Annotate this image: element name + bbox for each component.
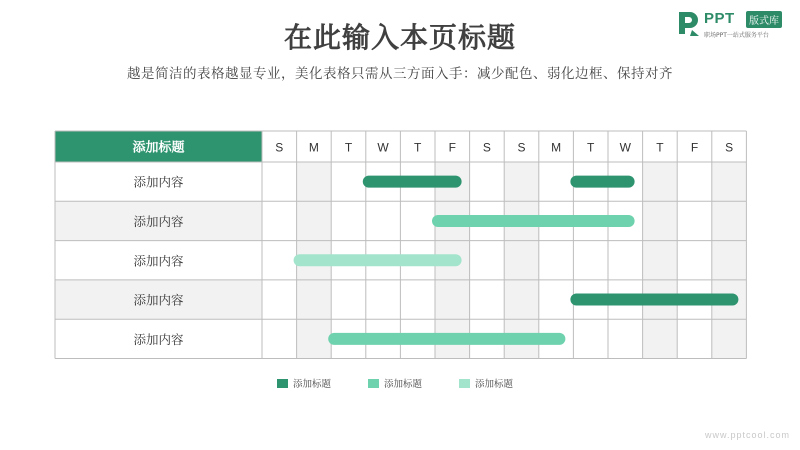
row-label: 添加内容 — [133, 213, 184, 229]
legend-label: 添加标题 — [384, 379, 423, 390]
day-tick-label: T — [344, 140, 353, 155]
day-tick-label: S — [725, 140, 734, 155]
shaded-day-column — [643, 162, 678, 359]
legend-swatch — [277, 379, 288, 388]
legend-item — [277, 376, 331, 390]
watermark: www.pptcool.com — [704, 430, 790, 440]
day-tick-label: T — [587, 140, 595, 155]
gantt-bar — [432, 215, 635, 227]
legend-swatch — [368, 379, 379, 388]
chart-legend — [0, 376, 800, 392]
row-label: 添加内容 — [133, 331, 184, 347]
shaded-day-column — [712, 162, 747, 359]
logo-badge: 版式库 — [746, 11, 782, 28]
row-label: 添加内容 — [133, 253, 184, 269]
row-label: 添加内容 — [133, 292, 184, 308]
day-tick-label: S — [275, 140, 284, 155]
day-tick-label: F — [690, 140, 699, 155]
page-subtitle: 越是简洁的表格越显专业，美化表格只需从三方面入手：减少配色、弱化边框、保持对齐 — [127, 66, 673, 82]
gantt-bar — [570, 294, 738, 306]
day-tick-label: W — [619, 140, 631, 155]
legend-label: 添加标题 — [475, 379, 514, 390]
gantt-bar — [363, 176, 462, 188]
gantt-bar — [294, 254, 462, 266]
header-label-text: 添加标题 — [132, 140, 185, 156]
logo-brand-text: PPT — [704, 10, 735, 27]
day-tick-label: S — [482, 140, 491, 155]
logo-tagline: 职场PPT一站式服务平台 — [704, 32, 769, 39]
day-tick-label: W — [377, 140, 389, 155]
legend-swatch — [459, 379, 470, 388]
day-tick-label: S — [517, 140, 526, 155]
day-tick-label: T — [414, 140, 422, 155]
day-tick-label: T — [656, 140, 664, 155]
row-label: 添加内容 — [133, 174, 184, 190]
day-tick-label: M — [551, 140, 562, 155]
legend-item — [368, 376, 422, 390]
day-tick-label: F — [448, 140, 456, 155]
shaded-day-column — [504, 162, 539, 359]
gantt-bar — [570, 176, 634, 188]
page-title: 在此输入本页标题 — [283, 21, 516, 54]
legend-item — [459, 376, 513, 390]
legend-label: 添加标题 — [293, 379, 332, 390]
gantt-bar — [328, 333, 565, 345]
day-tick-label: M — [308, 140, 319, 155]
